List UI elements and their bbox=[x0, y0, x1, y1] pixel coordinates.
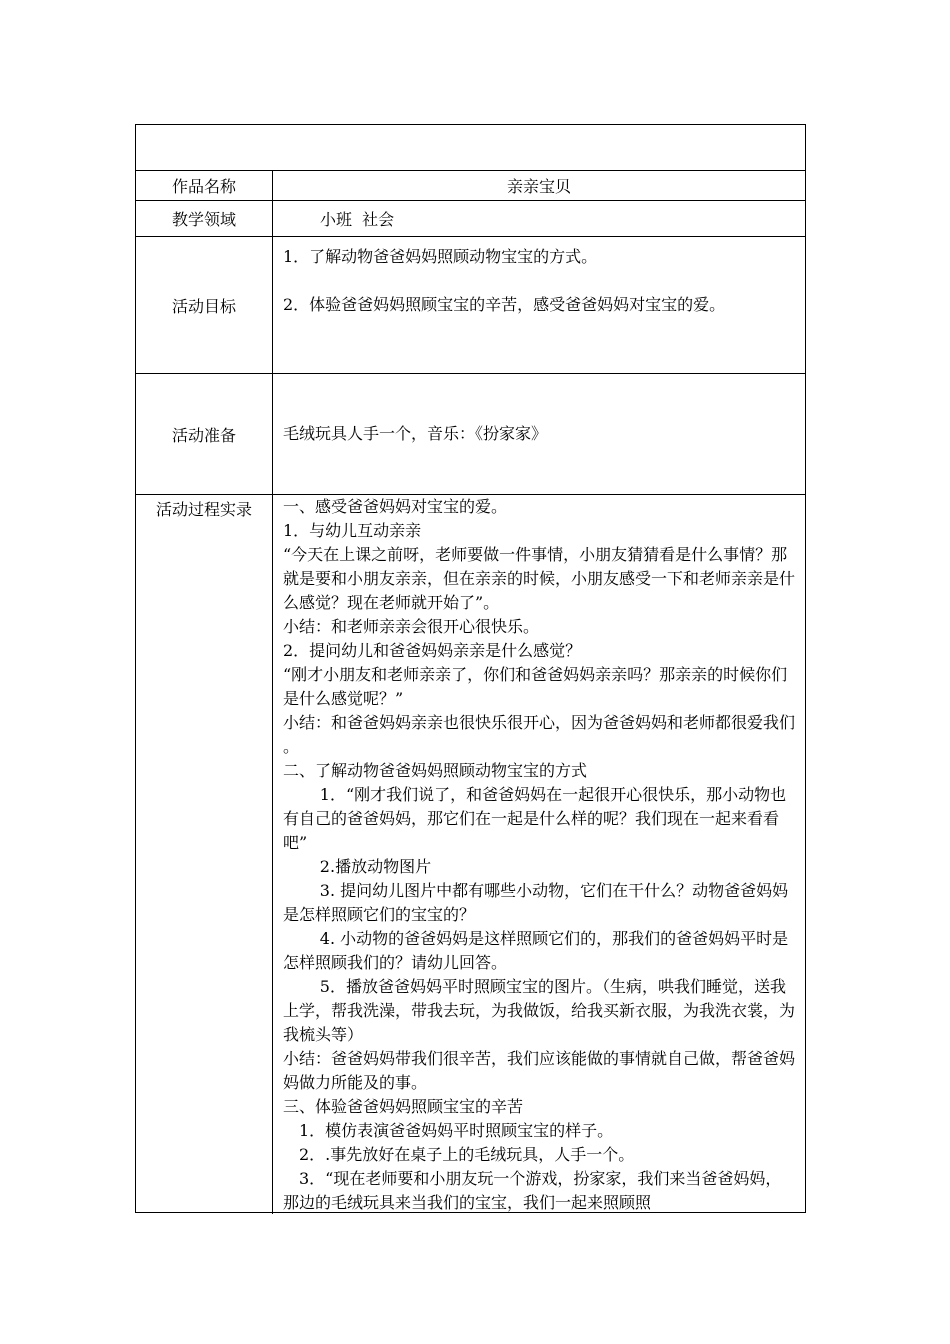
activity-table bbox=[135, 124, 806, 1213]
activity-process-label: 活动过程实录 bbox=[136, 495, 273, 1214]
teaching-domain-cell bbox=[273, 201, 805, 236]
activity-goals-label: 活动目标 bbox=[136, 237, 273, 373]
process-para: 2．.事先放好在桌子上的毛绒玩具，人手一个。 bbox=[299, 1145, 635, 1164]
process-para: “今天在上课之前呀，老师要做一件事情，小朋友猜猜看是什么事情？那就是要和小朋友亲亲，但在亲亲的时候，小朋友感受一下和老师亲亲是什么感觉？现在老师就开始了”。 bbox=[283, 545, 796, 612]
process-para: 4. 小动物的爸爸妈妈是这样照顾它们的，那我们的爸爸妈妈平时是怎样照顾我们的？请幼儿回答。 bbox=[283, 929, 789, 972]
row-activity-goals bbox=[136, 237, 805, 374]
process-para: 3. 提问幼儿图片中都有哪些小动物，它们在干什么？动物爸爸妈妈是怎样照顾它们的宝宝的？ bbox=[283, 881, 789, 924]
row-teaching-domain bbox=[136, 201, 805, 237]
row-activity-process bbox=[136, 495, 805, 1214]
process-para: 1．模仿表演爸爸妈妈平时照顾宝宝的样子。 bbox=[299, 1121, 614, 1140]
activity-process-cell bbox=[273, 495, 805, 1214]
activity-prep-cell bbox=[273, 374, 805, 494]
row-activity-prep bbox=[136, 374, 805, 495]
process-para: 小结：和爸爸妈妈亲亲也很快乐很开心，因为爸爸妈妈和老师都很爱我们 。 bbox=[283, 713, 796, 756]
row-work-name bbox=[136, 171, 805, 201]
process-para: 3．“现在老师要和小朋友玩一个游戏，扮家家，我们来当爸爸妈妈，那边的毛绒玩具来当我们的宝宝，我们一起来照顾照 bbox=[283, 1169, 782, 1212]
process-para: 2．提问幼儿和爸爸妈妈亲亲是什么感觉？ bbox=[283, 641, 582, 660]
goal-item-1: 1．了解动物爸爸妈妈照顾动物宝宝的方式。 bbox=[283, 247, 598, 266]
activity-prep-label: 活动准备 bbox=[136, 374, 273, 494]
process-para: 小结：爸爸妈妈带我们很辛苦，我们应该能做的事情就自己做，帮爸爸妈妈做力所能及的事。 bbox=[283, 1049, 796, 1092]
process-para: 5．播放爸爸妈妈平时照顾宝宝的图片。（生病，哄我们睡觉，送我上学，帮我洗澡，带我去玩，为我做饭，给我买新衣服，为我洗衣裳，为我梳头等） bbox=[283, 977, 796, 1044]
process-para: 1．与幼儿互动亲亲 bbox=[283, 521, 422, 540]
process-para: 2.播放动物图片 bbox=[319, 857, 432, 876]
process-para: 三、体验爸爸妈妈照顾宝宝的辛苦 bbox=[283, 1097, 524, 1116]
table-header-row bbox=[136, 125, 805, 171]
process-para: 小结：和老师亲亲会很开心很快乐。 bbox=[283, 617, 540, 636]
process-para: 一、感受爸爸妈妈对宝宝的爱。 bbox=[283, 497, 508, 516]
process-para: “刚才小朋友和老师亲亲了，你们和爸爸妈妈亲亲吗？那亲亲的时候你们是什么感觉呢？” bbox=[283, 665, 788, 708]
activity-goals-cell bbox=[273, 237, 805, 373]
activity-prep-value: 毛绒玩具人手一个，音乐：《扮家家》 bbox=[283, 424, 548, 443]
work-name-value: 亲亲宝贝 bbox=[506, 177, 571, 196]
process-para: 1．“刚才我们说了，和爸爸妈妈在一起很开心很快乐，那小动物也有自己的爸爸妈妈，那它们在一起是什么样的呢？我们现在一起来看看吧” bbox=[283, 785, 787, 852]
process-para: 二、了解动物爸爸妈妈照顾动物宝宝的方式 bbox=[283, 761, 588, 780]
goal-item-2: 2．体验爸爸妈妈照顾宝宝的辛苦，感受爸爸妈妈对宝宝的爱。 bbox=[283, 295, 726, 314]
work-name-label: 作品名称 bbox=[136, 171, 273, 200]
teaching-domain-label: 教学领域 bbox=[136, 201, 273, 236]
teaching-domain-value: 小班 社会 bbox=[320, 210, 395, 229]
